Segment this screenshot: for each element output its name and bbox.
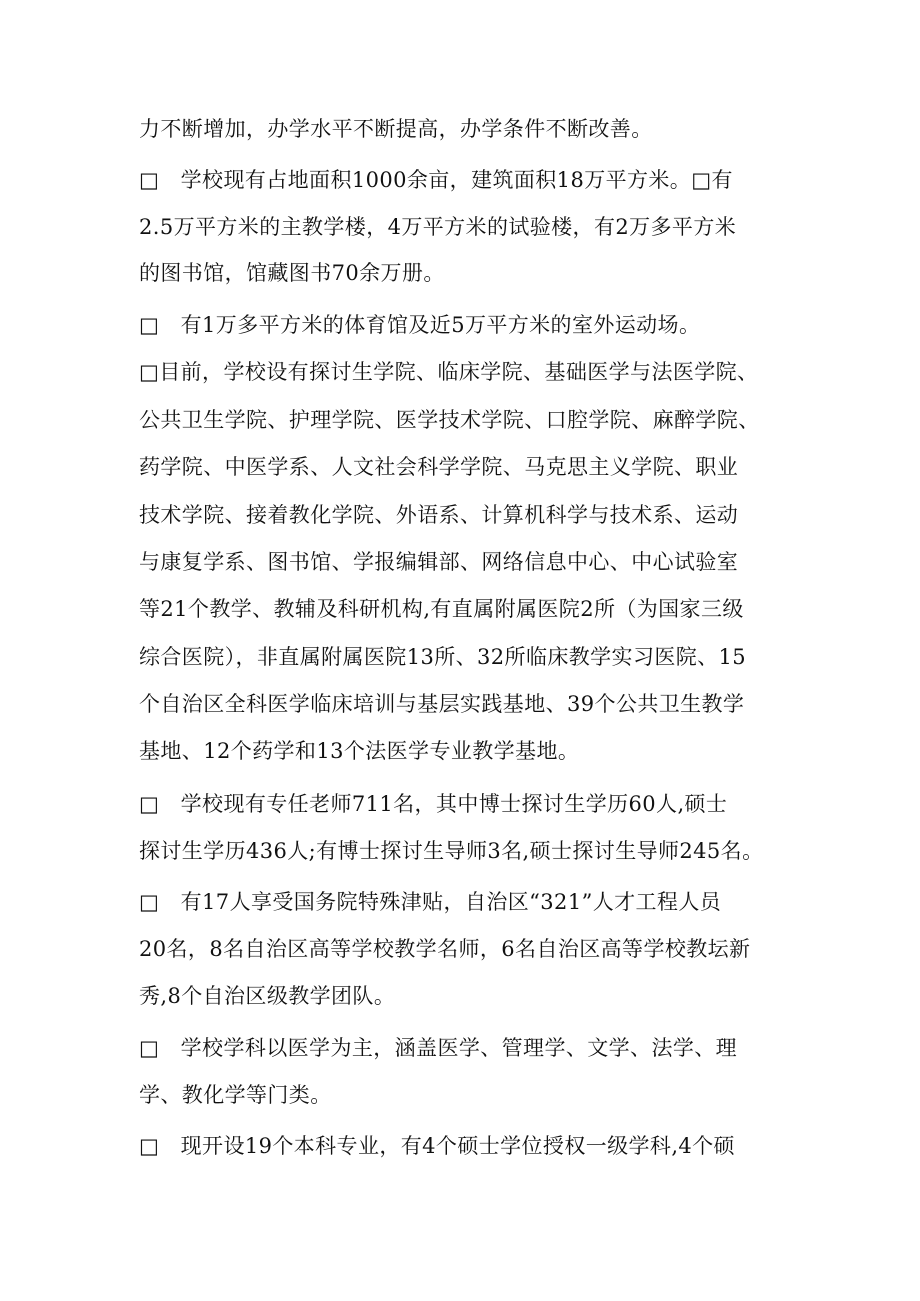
text-line-11: 等21个教学、教辅及科研机构,有直属附属医院2所（为国家三级 [139, 597, 744, 621]
text-line-15: □ 学校现有专任老师711名，其中博士探讨生学历60人,硕士 [139, 792, 728, 816]
text-line-18: 20名，8名自治区高等学校教学名师，6名自治区高等学校教坛新 [139, 937, 751, 961]
text-line-13: 个自治区全科医学临床培训与基层实践基地、39个公共卫生教学 [139, 692, 745, 716]
text-line-8: 药学院、中医学系、人文社会科学学院、马克思主义学院、职业 [139, 455, 739, 479]
text-line-2: □ 学校现有占地面积1000余亩，建筑面积18万平方米。□有 [139, 168, 733, 192]
text-line-5: □ 有1万多平方米的体育馆及近5万平方米的室外运动场。 [139, 313, 701, 337]
text-line-22: □ 现开设19个本科专业，有4个硕士学位授权一级学科,4个硕 [139, 1134, 735, 1158]
text-line-6: □目前，学校设有探讨生学院、临床学院、基础医学与法医学院、 [139, 360, 759, 384]
text-line-7: 公共卫生学院、护理学院、医学技术学院、口腔学院、麻醉学院、 [139, 408, 760, 432]
text-line-19: 秀,8个自治区级教学团队。 [139, 984, 396, 1008]
text-line-3: 2.5万平方米的主教学楼，4万平方米的试验楼，有2万多平方米 [139, 215, 737, 239]
text-line-17: □ 有17人享受国务院特殊津贴，自治区“321”人才工程人员 [139, 890, 722, 914]
text-line-10: 与康复学系、图书馆、学报编辑部、网络信息中心、中心试验室 [139, 550, 739, 574]
text-line-9: 技术学院、接着教化学院、外语系、计算机科学与技术系、运动 [139, 503, 739, 527]
text-line-14: 基地、12个药学和13个法医学专业教学基地。 [139, 739, 580, 763]
text-line-1: 力不断增加，办学水平不断提高，办学条件不断改善。 [139, 117, 653, 141]
text-line-16: 探讨生学历436人;有博士探讨生导师3名,硕士探讨生导师245名。 [139, 839, 764, 863]
text-line-21: 学、教化学等门类。 [139, 1083, 332, 1107]
text-line-20: □ 学校学科以医学为主，涵盖医学、管理学、文学、法学、理 [139, 1036, 738, 1060]
text-line-12: 综合医院），非直属附属医院13所、32所临床教学实习医院、15 [139, 645, 747, 669]
text-line-4: 的图书馆，馆藏图书70余万册。 [139, 261, 445, 285]
